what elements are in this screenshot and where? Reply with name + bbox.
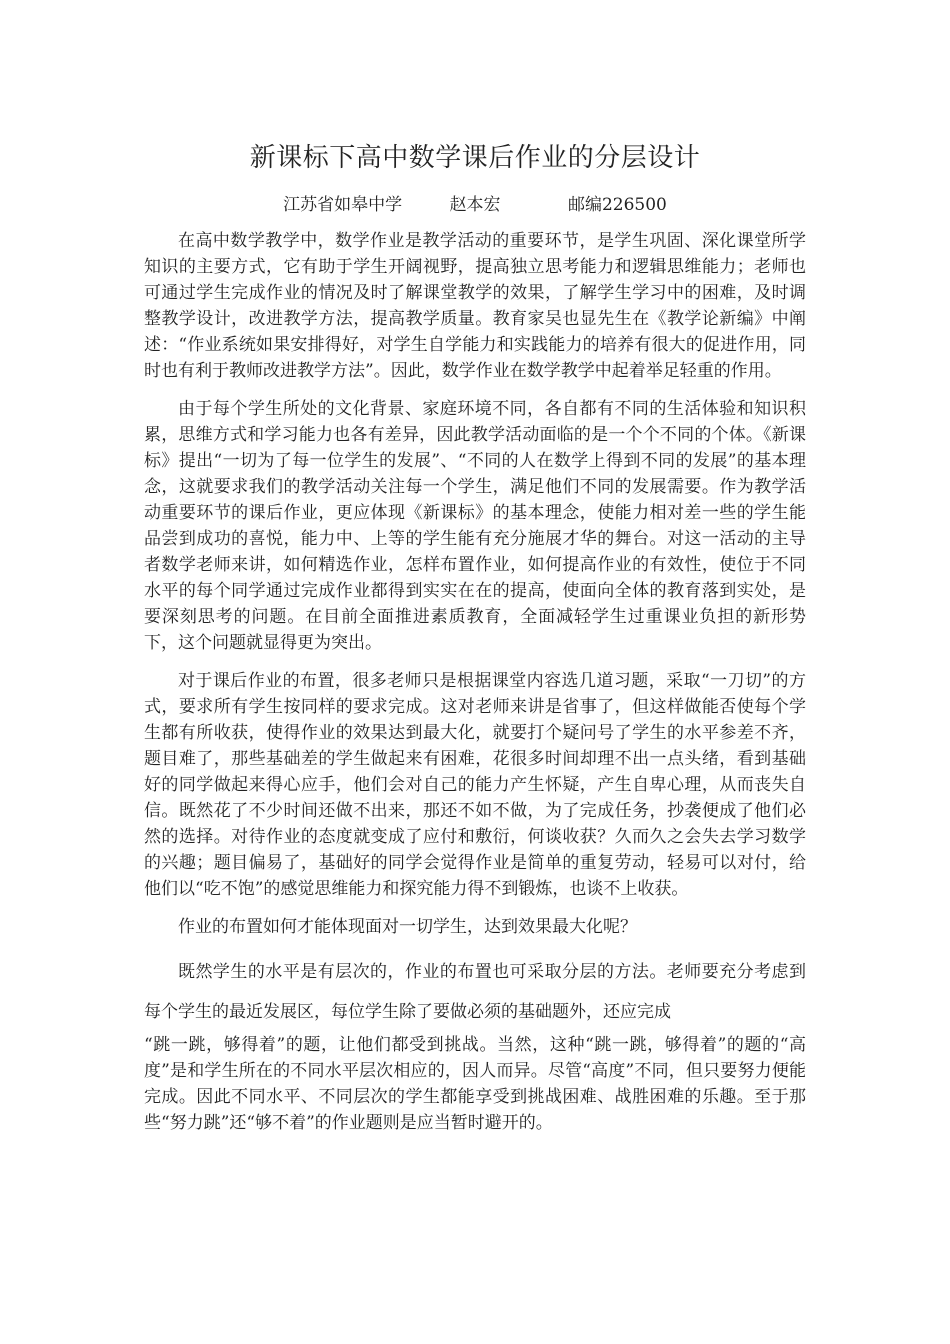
paragraph-6: “跳一跳，够得着”的题，让他们都受到挑战。当然，这种“跳一跳，够得着”的题的“高度”是和学生所在的不同水平层次相应的，因人而异。尽管“高度”不同，但只要努力便能完成。因此不同水平、不同层次的学生都能享受到挑战困难、战胜困难的乐趣。至于那些“努力跳”还“够不着”的作业题则是应当暂时避开的。 <box>144 1035 806 1133</box>
byline-school: 江苏省如皋中学 <box>283 195 403 215</box>
paragraph-5: 既然学生的水平是有层次的，作业的布置也可采取分层的方法。老师要充分考虑到每个学生的最近发展区，每位学生除了要做必须的基础题外，还应完成 <box>144 962 806 1022</box>
paragraph-1: 在高中数学教学中，数学作业是教学活动的重要环节，是学生巩固、深化课堂所学知识的主要方式，它有助于学生开阔视野，提高独立思考能力和逻辑思维能力；老师也可通过学生完成作业的情况及时了解课堂教学的效果，了解学生学习中的困难，及时调整教学设计，改进教学方法，提高教学质量。教育家吴也显先生在《教学论新编》中阐述：“作业系统如果安排得好，对学生自学能力和实践能力的培养有很大的促进作用，同时也有利于教师改进教学方法”。因此，数学作业在数学教学中起着举足轻重的作用。 <box>144 231 806 381</box>
byline <box>144 192 806 218</box>
document-body <box>144 228 806 1148</box>
document-title: 新课标下高中数学课后作业的分层设计 <box>249 143 701 173</box>
paragraph-2: 由于每个学生所处的文化背景、家庭环境不同，各自都有不同的生活体验和知识积累，思维方式和学习能力也各有差异，因此教学活动面临的是一个个不同的个体。《新课标》提出“一切为了每一位学生的发展”、“不同的人在数学上得到不同的发展”的基本理念，这就要求我们的教学活动关注每一个学生，满足他们不同的发展需要。作为教学活动重要环节的课后作业，更应体现《新课标》的基本理念，使能力相对差一些的学生能品尝到成功的喜悦，能力中、上等的学生能有充分施展才华的舞台。对这一活动的主导者数学老师来讲，如何精选作业，怎样布置作业，如何提高作业的有效性，使位于不同水平的每个同学通过完成作业都得到实实在在的提高，使面向全体的教育落到实处，是要深刻思考的问题。在目前全面推进素质教育，全面减轻学生过重课业负担的新形势下，这个问题就显得更为突出。 <box>144 399 806 653</box>
byline-postcode: 邮编226500 <box>567 195 667 215</box>
byline-author: 赵本宏 <box>449 195 501 215</box>
paragraph-3: 对于课后作业的布置，很多老师只是根据课堂内容选几道习题，采取“一刀切”的方式，要求所有学生按同样的要求完成。这对老师来讲是省事了，但这样做能否使每个学生都有所收获，使得作业的效果达到最大化，就要打个疑问号了学生的水平参差不齐，题目难了，那些基础差的学生做起来有困难，花很多时间却理不出一点头绪，看到基础好的同学做起来得心应手，他们会对自己的能力产生怀疑，产生自卑心理，从而丧失自信。既然花了不少时间还做不出来，那还不如不做，为了完成任务，抄袭便成了他们必然的选择。对待作业的态度就变成了应付和敷衍，何谈收获？久而久之会失去学习数学的兴趣；题目偏易了，基础好的同学会觉得作业是简单的重复劳动，轻易可以对付，给他们以“吃不饱”的感觉思维能力和探究能力得不到锻炼，也谈不上收获。 <box>144 671 806 899</box>
paragraph-4: 作业的布置如何才能体现面对一切学生，达到效果最大化呢？ <box>178 917 637 937</box>
